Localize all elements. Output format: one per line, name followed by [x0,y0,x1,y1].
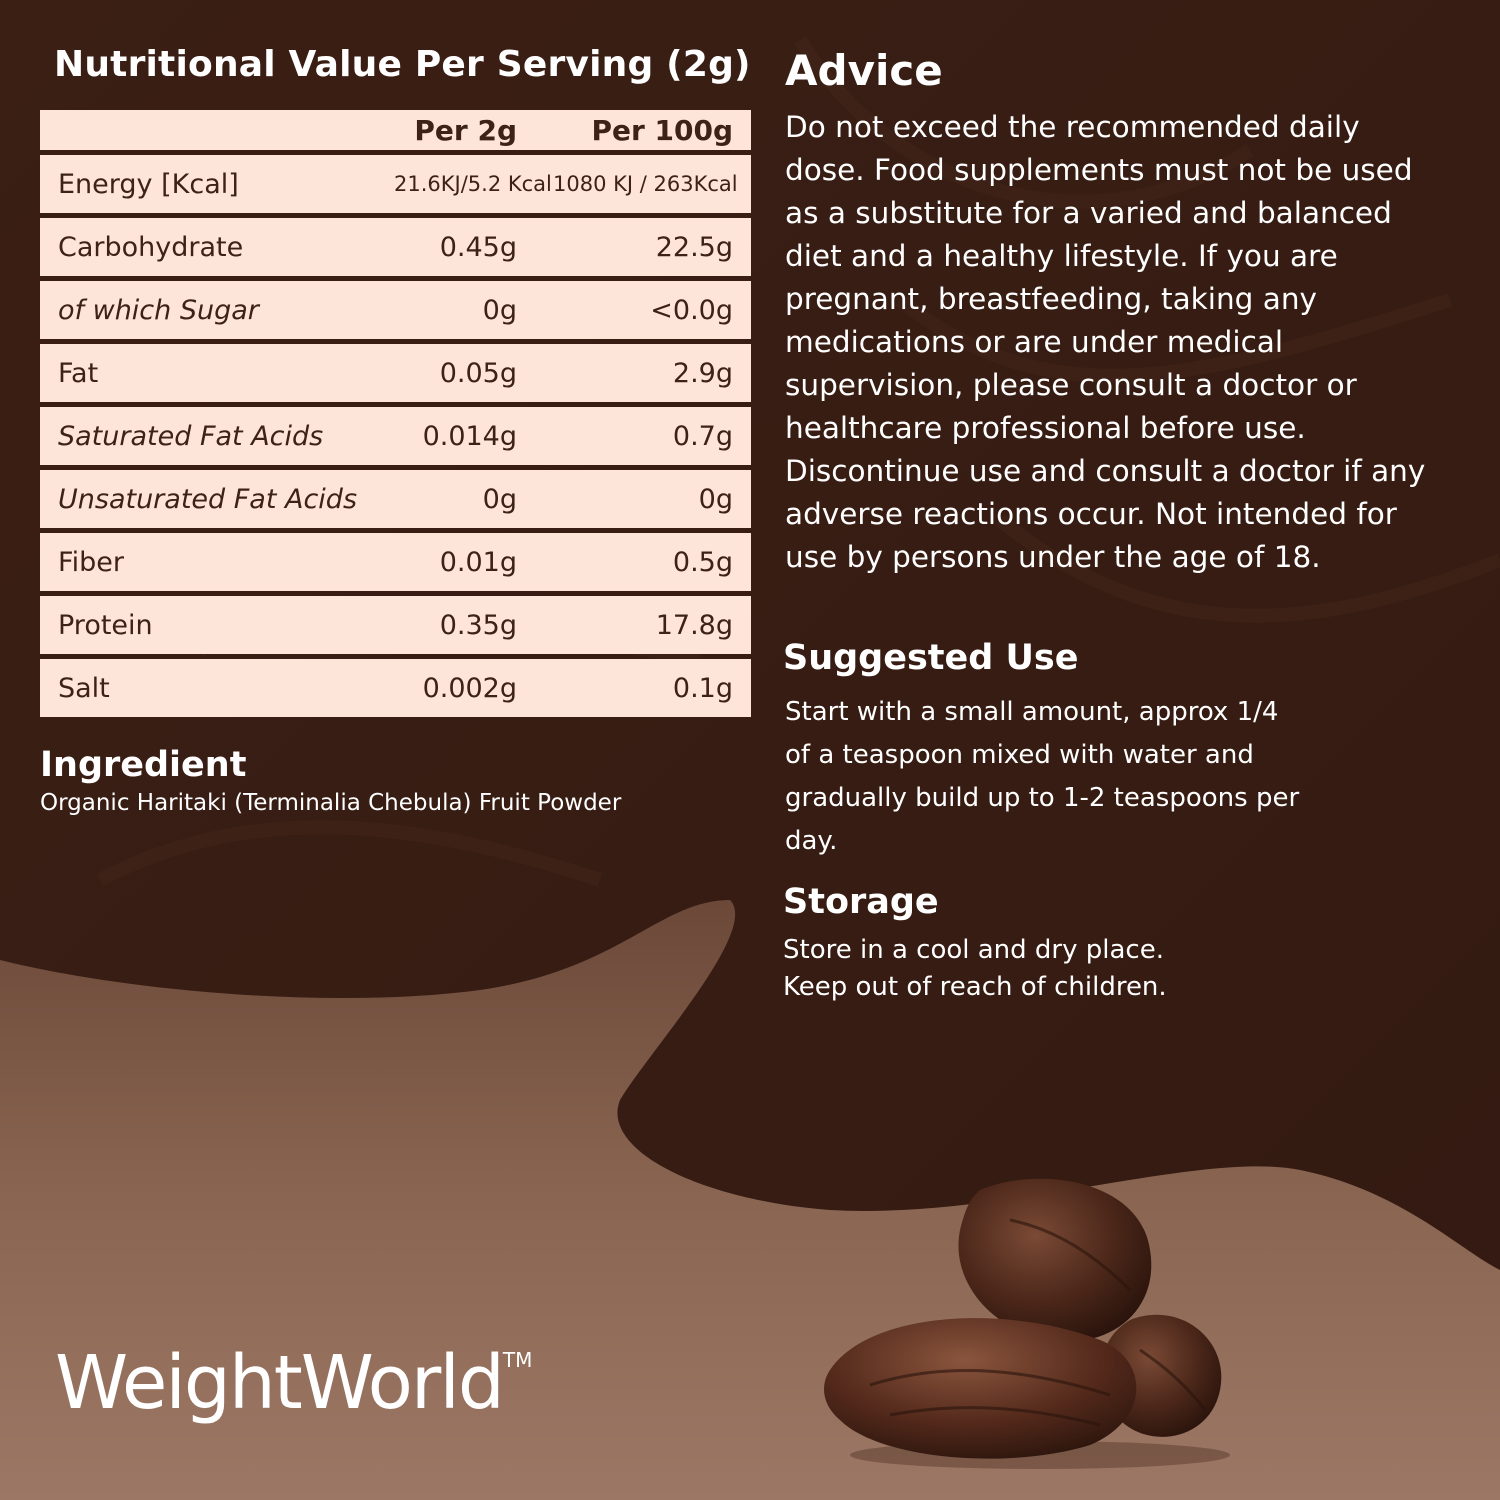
storage-line: Store in a cool and dry place. [783,935,1164,965]
value-per-100g: 2.9g [535,344,751,402]
table-row [40,596,751,654]
value-per-2g: 21.6KJ/5.2 Kcal [376,155,535,213]
value-per-100g: 22.5g [535,218,751,276]
nutrient-name: of which Sugar [40,281,376,339]
value-per-100g: 0g [535,470,751,528]
trademark-symbol: TM [502,1348,533,1372]
nutrient-name: Salt [40,659,376,717]
nutrient-name: Fiber [40,533,376,591]
ingredient-heading: Ingredient [40,745,247,785]
nutrition-table [40,105,751,722]
value-per-2g: 0.014g [376,407,535,465]
table-row [40,155,751,213]
table-row [40,344,751,402]
value-per-2g: 0.05g [376,344,535,402]
nutrient-name: Protein [40,596,376,654]
table-row [40,659,751,717]
table-row [40,281,751,339]
table-row [40,407,751,465]
column-header-per-100g: Per 100g [535,110,751,150]
value-per-2g: 0.01g [376,533,535,591]
suggested-use-text: Start with a small amount, approx 1/4 of a teaspoon mixed with water and gradually build up to 1-2 teaspoons per day. [785,697,1300,856]
suggested-use-heading: Suggested Use [783,638,1079,678]
table-header-row [40,110,751,150]
ingredient-text: Organic Haritaki (Terminalia Chebula) Fruit Powder [40,790,622,816]
value-per-2g: 0.35g [376,596,535,654]
value-per-100g: 0.5g [535,533,751,591]
value-per-100g: 1080 KJ / 263Kcal [535,155,751,213]
storage-line: Keep out of reach of children. [783,972,1167,1002]
value-per-2g: 0.002g [376,659,535,717]
brand-logo [55,1340,532,1426]
nutrient-name: Fat [40,344,376,402]
nutrient-name: Carbohydrate [40,218,376,276]
nutrient-name: Unsaturated Fat Acids [40,470,376,528]
nutrient-name: Saturated Fat Acids [40,407,376,465]
value-per-100g: 0.1g [535,659,751,717]
nutrition-title: Nutritional Value Per Serving (2g) [54,44,751,85]
advice-text: Do not exceed the recommended daily dose. Food supplements must not be used as a substitute for a varied and balanced diet and a healthy lifestyle. If you are pregnant, breastfeeding, taking any medications or are under medical supervision, please consult a doctor or healthcare professional before use. Discontinue use and consult a doctor if any adverse reactions occur. Not intended for use by persons under the age of 18. [785,110,1426,574]
value-per-100g: 0.7g [535,407,751,465]
storage-heading: Storage [783,882,939,922]
value-per-100g: <0.0g [535,281,751,339]
brand-name: WeightWorld [55,1340,503,1426]
storage-text [783,932,1303,1006]
nutrient-name: Energy [Kcal] [40,155,376,213]
haritaki-fruit-image [810,1170,1230,1470]
table-row [40,218,751,276]
column-header-per-2g: Per 2g [376,110,535,150]
value-per-100g: 17.8g [535,596,751,654]
column-header-nutrient [40,110,376,150]
value-per-2g: 0.45g [376,218,535,276]
value-per-2g: 0g [376,470,535,528]
table-row [40,533,751,591]
value-per-2g: 0g [376,281,535,339]
advice-heading: Advice [785,46,943,95]
table-row [40,470,751,528]
